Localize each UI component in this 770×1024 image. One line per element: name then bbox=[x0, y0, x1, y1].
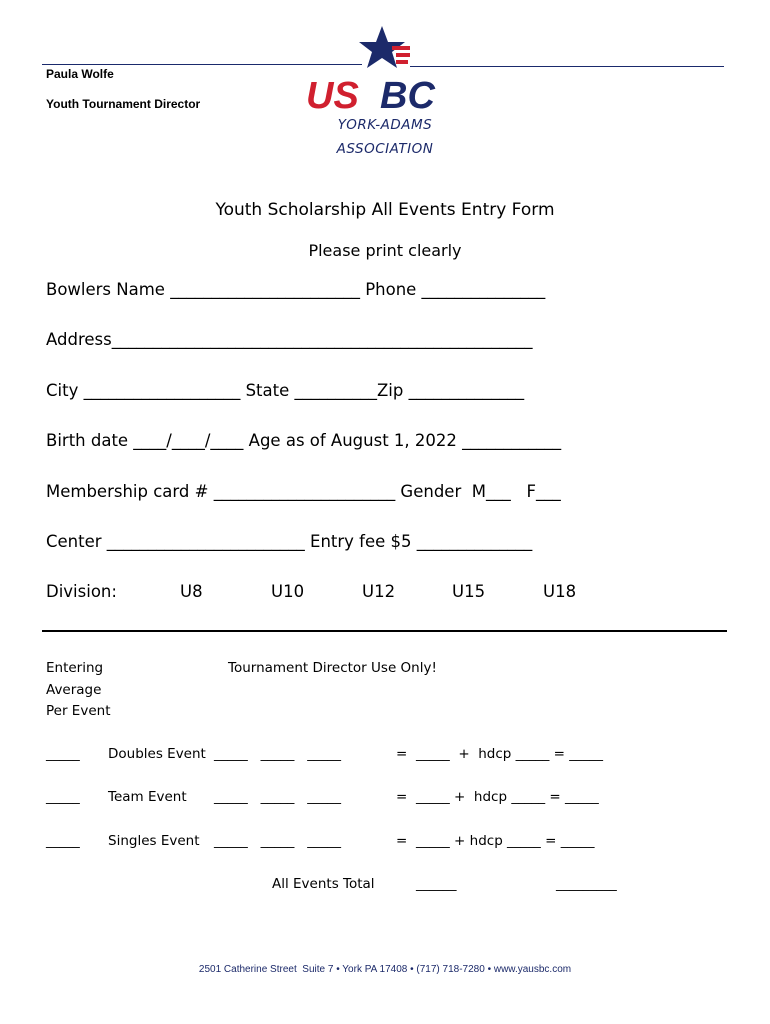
singles-scores[interactable]: _____ _____ _____ bbox=[214, 833, 341, 849]
all-events-blank-2[interactable]: _________ bbox=[556, 876, 617, 892]
team-equals: = bbox=[396, 789, 408, 805]
entering-line-1: Entering bbox=[46, 660, 104, 676]
membership-field[interactable]: Membership card # ______________________ Gender M___ F___ bbox=[46, 482, 561, 501]
doubles-total[interactable]: _____ + hdcp _____ = _____ bbox=[416, 746, 604, 762]
director-use-only: Tournament Director Use Only! bbox=[228, 660, 437, 676]
team-total[interactable]: _____ + hdcp _____ = _____ bbox=[416, 789, 599, 805]
division-u10[interactable]: U10 bbox=[271, 582, 305, 601]
all-events-label: All Events Total bbox=[272, 876, 375, 892]
doubles-scores[interactable]: _____ _____ _____ bbox=[214, 746, 341, 762]
section-divider bbox=[42, 630, 727, 632]
division-u12[interactable]: U12 bbox=[362, 582, 396, 601]
singles-equals: = bbox=[396, 833, 408, 849]
logo-bc-text: BC bbox=[380, 75, 435, 114]
logo-wordmark bbox=[300, 22, 470, 114]
singles-label: Singles Event bbox=[108, 833, 200, 849]
division-u18[interactable]: U18 bbox=[543, 582, 577, 601]
team-label: Team Event bbox=[108, 789, 187, 805]
doubles-equals: = bbox=[396, 746, 408, 762]
logo-us-text: US bbox=[306, 75, 359, 114]
center-field[interactable]: Center ________________________ Entry fee $5 ______________ bbox=[46, 532, 533, 551]
doubles-label: Doubles Event bbox=[108, 746, 206, 762]
team-scores[interactable]: _____ _____ _____ bbox=[214, 789, 341, 805]
association-line-2: ASSOCIATION bbox=[336, 141, 434, 157]
address-field[interactable]: Address___________________________________________________ bbox=[46, 330, 533, 349]
birth-date-field[interactable]: Birth date ____/____/____ Age as of August 1, 2022 ____________ bbox=[46, 431, 562, 450]
footer-address: 2501 Catherine Street Suite 7 • York PA 17408 • (717) 718-7280 • www.yausbc.com bbox=[198, 964, 572, 975]
entering-line-2: Average bbox=[46, 682, 102, 698]
division-label: Division: bbox=[46, 582, 117, 601]
director-title: Youth Tournament Director bbox=[46, 97, 201, 111]
doubles-average[interactable]: _____ bbox=[46, 746, 80, 762]
entering-line-3: Per Event bbox=[46, 703, 111, 719]
form-subtitle: Please print clearly bbox=[308, 241, 462, 260]
city-field[interactable]: City ___________________ State __________Zip ______________ bbox=[46, 381, 525, 400]
director-name: Paula Wolfe bbox=[46, 67, 114, 81]
singles-average[interactable]: _____ bbox=[46, 833, 80, 849]
division-u15[interactable]: U15 bbox=[452, 582, 486, 601]
association-line-1: YORK-ADAMS bbox=[337, 117, 433, 133]
division-u8[interactable]: U8 bbox=[180, 582, 203, 601]
bowlers-name-field[interactable]: Bowlers Name _______________________ Phone _______________ bbox=[46, 280, 546, 299]
team-average[interactable]: _____ bbox=[46, 789, 80, 805]
form-title: Youth Scholarship All Events Entry Form bbox=[215, 200, 555, 220]
singles-total[interactable]: _____ + hdcp _____ = _____ bbox=[416, 833, 595, 849]
all-events-blank-1[interactable]: ______ bbox=[416, 876, 457, 892]
